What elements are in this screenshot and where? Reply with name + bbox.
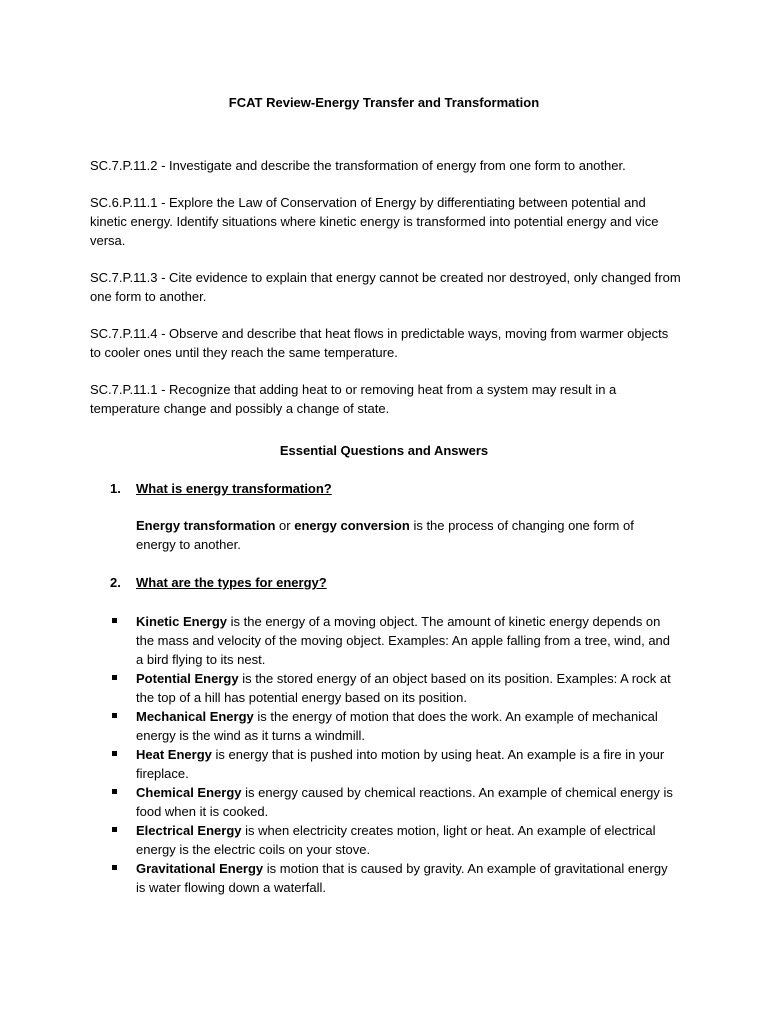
standard-item: SC.6.P.11.1 - Explore the Law of Conservation of Energy by differentiating between potential and kinetic energy. Identify situations where kinetic energy is transformed into potential energy and vice versa. — [90, 195, 659, 248]
energy-description: is when electricity creates motion, light or heat. An example of electrical energy is the electric coils on your stove. — [136, 823, 656, 857]
square-bullet-icon — [112, 675, 117, 680]
list-item — [110, 669, 680, 707]
energy-description: is motion that is caused by gravity. An example of gravitational energy is water flowing down a waterfall. — [136, 861, 668, 895]
energy-description: is the stored energy of an object based on its position. Examples: A rock at the top of a hill has potential energy based on its position. — [136, 671, 671, 705]
square-bullet-icon — [112, 751, 117, 756]
energy-description: is the energy of a moving object. The amount of kinetic energy depends on the mass and velocity of the moving object. Examples: An apple falling from a tree, wind, and a bird flying to its nest. — [136, 614, 671, 667]
question-number: 2. — [110, 575, 121, 590]
question-text: What are the types for energy? — [136, 575, 327, 590]
energy-types-list — [110, 612, 680, 897]
standard-item: SC.7.P.11.4 - Observe and describe that heat flows in predictable ways, moving from warmer objects to cooler ones until they reach the same temperature. — [90, 326, 669, 360]
list-item — [110, 612, 680, 669]
question-number: 1. — [110, 481, 121, 496]
answer-1 — [136, 516, 676, 554]
energy-description: is energy that is pushed into motion by using heat. An example is a fire in your fireplace. — [136, 747, 665, 781]
energy-term: Heat Energy — [136, 747, 212, 762]
square-bullet-icon — [112, 827, 117, 832]
energy-term: Chemical Energy — [136, 785, 242, 800]
energy-term: Kinetic Energy — [136, 614, 228, 629]
energy-term: Mechanical Energy — [136, 709, 254, 724]
list-item — [110, 859, 680, 897]
energy-description: is the energy of motion that does the work. An example of mechanical energy is the wind as it turns a windmill. — [136, 709, 658, 743]
answer-connector: or — [275, 518, 295, 533]
list-item — [110, 821, 680, 859]
question-1 — [110, 479, 680, 498]
essential-questions-heading: Essential Questions and Answers — [279, 443, 489, 458]
standard-item: SC.7.P.11.1 - Recognize that adding heat to or removing heat from a system may result in a temperature change and possibly a change of state. — [90, 382, 617, 416]
energy-term: Electrical Energy — [136, 823, 242, 838]
list-item — [110, 745, 680, 783]
standard-item: SC.7.P.11.3 - Cite evidence to explain that energy cannot be created nor destroyed, only changed from one form to another. — [90, 270, 681, 304]
answer-term: energy conversion — [294, 518, 410, 533]
square-bullet-icon — [112, 618, 117, 623]
square-bullet-icon — [112, 865, 117, 870]
square-bullet-icon — [112, 713, 117, 718]
question-2 — [110, 573, 680, 592]
standards-list — [90, 156, 682, 436]
list-item — [110, 707, 680, 745]
energy-term: Gravitational Energy — [136, 861, 264, 876]
question-text: What is energy transformation? — [136, 481, 332, 496]
page-title: FCAT Review-Energy Transfer and Transformation — [228, 95, 540, 110]
answer-term: Energy transformation — [136, 518, 276, 533]
answer-text: is the process of changing one form of energy to another. — [136, 518, 634, 552]
energy-description: is energy caused by chemical reactions. An example of chemical energy is food when it is cooked. — [136, 785, 673, 819]
square-bullet-icon — [112, 789, 117, 794]
list-item — [110, 783, 680, 821]
energy-term: Potential Energy — [136, 671, 239, 686]
standard-item: SC.7.P.11.2 - Investigate and describe the transformation of energy from one form to another. — [90, 158, 626, 173]
